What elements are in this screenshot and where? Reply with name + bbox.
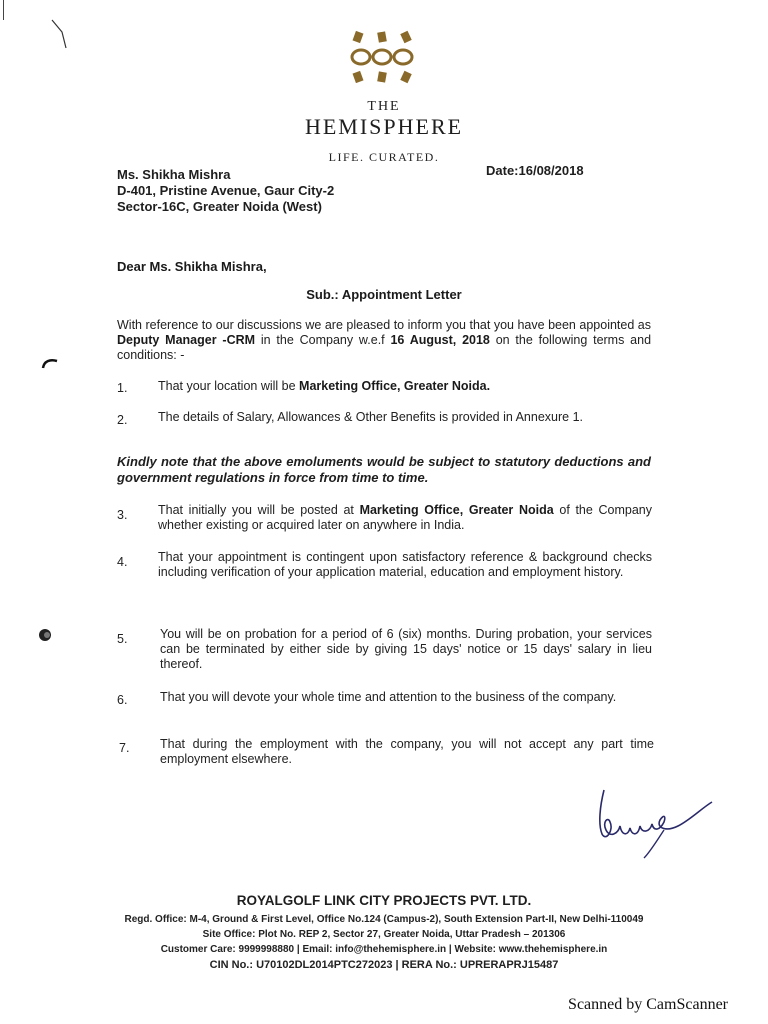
term-item	[158, 503, 652, 533]
term-item	[158, 410, 652, 425]
salutation: Dear Ms. Shikha Mishra,	[117, 259, 267, 274]
brand-tagline: LIFE. CURATED.	[328, 150, 440, 164]
term-text: You will be on probation for a period of 6 (six) months. During probation, your services can be terminated by either side by giving 15 days' notice or 15 days' salary in lieu thereof.	[160, 627, 652, 671]
footer-site-office: Site Office: Plot No. REP 2, Sector 27, Greater Noida, Uttar Pradesh – 201306	[202, 929, 566, 940]
intro-text: With reference to our discussions we are pleased to inform you that you have been appointed as	[117, 318, 651, 332]
item-number: 5.	[117, 632, 128, 646]
recipient-address-line1: D-401, Pristine Avenue, Gaur City-2	[117, 183, 335, 198]
term-text: That initially you will be posted at	[158, 503, 360, 517]
item-number: 2.	[117, 413, 128, 427]
scan-mark	[50, 18, 72, 54]
effective-date: 16 August, 2018	[390, 333, 490, 347]
term-item	[160, 737, 654, 767]
term-text: That you will devote your whole time and attention to the business of the company.	[160, 690, 617, 704]
recipient-address-line2: Sector-16C, Greater Noida (West)	[117, 199, 322, 214]
intro-text: in the Company w.e.f	[255, 333, 391, 347]
item-number: 3.	[117, 508, 128, 522]
term-highlight: Marketing Office, Greater Noida.	[299, 379, 491, 393]
term-item	[160, 627, 652, 672]
brand-prefix: THE	[367, 99, 401, 114]
scanner-watermark: Scanned by CamScanner	[568, 996, 728, 1013]
term-text: That during the employment with the company, you will not accept any part time employment elsewhere.	[160, 737, 654, 766]
intro-paragraph	[117, 318, 651, 363]
item-number: 4.	[117, 555, 128, 569]
term-item	[158, 550, 652, 580]
intro-text: on the following terms and conditions: -	[117, 333, 652, 362]
subject-line: Sub.: Appointment Letter	[306, 287, 462, 302]
recipient-address	[117, 167, 334, 215]
letter-date: Date:16/08/2018	[486, 163, 584, 178]
scan-edge	[3, 0, 4, 20]
punch-hole-mark	[40, 356, 60, 370]
brand-name: HEMISPHERE	[304, 114, 464, 139]
term-item	[160, 690, 652, 705]
term-text: of the Company whether existing or acquired later on anywhere in India.	[158, 503, 652, 532]
recipient-name: Ms. Shikha Mishra	[117, 167, 231, 182]
item-number: 7.	[119, 741, 130, 755]
footer-registration: CIN No.: U70102DL2014PTC272023 | RERA No.: UPRERAPRJ15487	[209, 959, 559, 971]
punch-hole-mark	[36, 626, 54, 644]
term-highlight: Marketing Office, Greater Noida	[359, 503, 554, 517]
item-number: 6.	[117, 693, 128, 707]
footer-regd-office: Regd. Office: M-4, Ground & First Level, Office No.124 (Campus-2), South Extension Part-II, New Delhi-110049	[124, 914, 644, 925]
job-role: Deputy Manager -CRM	[117, 333, 256, 347]
term-text: The details of Salary, Allowances & Other Benefits is provided in Annexure 1.	[158, 410, 583, 424]
term-text: That your location will be	[158, 379, 300, 393]
signature	[594, 786, 714, 862]
item-number: 1.	[117, 381, 128, 395]
hemisphere-logo	[348, 30, 416, 86]
term-text: That your appointment is contingent upon satisfactory reference & background checks including verification of your application material, education and employment history.	[158, 550, 652, 579]
footer-company-name: ROYALGOLF LINK CITY PROJECTS PVT. LTD.	[236, 893, 532, 908]
term-item	[158, 379, 652, 394]
emoluments-note: Kindly note that the above emoluments would be subject to statutory deductions and government regulations in force from time to time.	[117, 454, 651, 485]
footer-contact: Customer Care: 9999998880 | Email: info@thehemisphere.in | Website: www.thehemisphere.in	[160, 944, 608, 955]
